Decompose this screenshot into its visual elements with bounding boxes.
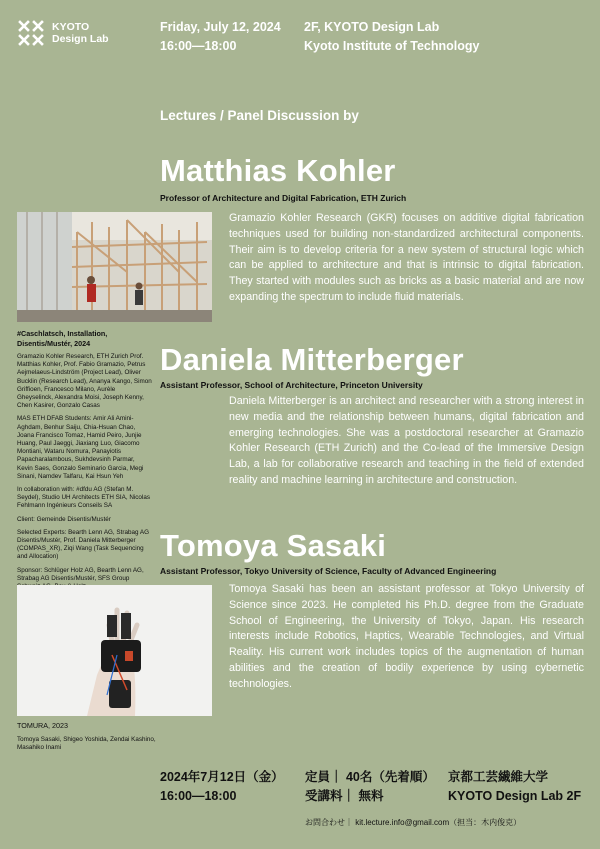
speaker-name-3: Tomoya Sasaki <box>160 528 387 563</box>
event-datetime <box>160 18 281 56</box>
intro-heading: Lectures / Panel Discussion by <box>160 108 359 123</box>
footer-admission <box>305 768 435 806</box>
speaker-name-2: Daniela Mitterberger <box>160 342 464 377</box>
event-date: Friday, July 12, 2024 <box>160 20 281 34</box>
caption-experts: Selected Experts: Bearth Lenn AG, Strabag AG Disentis/Mustér, Prof. Daniela Mitterberger (COMPAS_XR), Ziqi Wang (Task Sequencing and Allocation) <box>17 528 149 561</box>
footer-date: 2024年7月12日（金） <box>160 770 284 784</box>
kyoto-design-lab-logo-icon <box>18 20 44 46</box>
speaker-title-1: Professor of Architecture and Digital Fabrication, ETH Zurich <box>160 193 407 203</box>
speaker-bio-1: Gramazio Kohler Research (GKR) focuses on additive digital fabrication techniques used for building non-standardized architectural components. Their aim is to develop criteria for a new system of structural logic which can be applied to architecture and that is intrinsic to digital fabrication. They started with modules such as bricks as a basic material and are now expanding the spectrum to include fluid materials. <box>229 212 584 303</box>
speaker-title-2: Assistant Professor, School of Architecture, Princeton University <box>160 380 423 390</box>
caption-credits-students: MAS ETH DFAB Students: Amir Ali Amini-Aghdam, Benhur Saiju, Chia-Hsuan Chao, Joana Francisco Tomaz, Hamid Peiro, Junjie Huang, Paul Jaeggi, Jiaxiang Luo, Giacomo Montiani, Wataru Nomura, Panayiotis Papacharalambous, Sukhdevsinh Parmar, Kevin Saes, Gonzalo Seminario Garcia, Megi Sinani, Namdev Talfaru, Kai Hsun Yeh <box>17 415 144 480</box>
logo-text: KYOTO Design Lab <box>52 21 109 45</box>
caption-tomura-title: TOMURA, 2023 <box>17 721 68 730</box>
tomura-robot-hand-photo <box>17 585 212 716</box>
footer-fee: 受講料｜ 無料 <box>305 789 384 803</box>
speaker-name-1: Matthias Kohler <box>160 153 396 188</box>
footer-contact: お問合わせ｜ kit.lecture.info@gmail.com（担当：木内俊克） <box>305 818 522 827</box>
footer-datetime <box>160 768 284 806</box>
speaker-bio-3: Tomoya Sasaki has been an assistant professor at Tokyo University of Science since 2023. He completed his Ph.D. degree from the Graduate School of Engineering, the University of Tokyo, Japan. His research interests include Robotics, Haptics, Wearable Technologies, and Virtual Reality. His current work includes topics of the augmentation of human abilities and the creation of bodily experience by using cybernetic technologies. <box>229 583 584 690</box>
footer-location <box>448 768 581 806</box>
event-time: 16:00—18:00 <box>160 39 237 53</box>
caschlatsch-installation-photo <box>17 212 212 322</box>
event-venue: 2F, KYOTO Design Lab Kyoto Institute of Technology <box>304 20 480 53</box>
caption-tomura <box>17 721 177 757</box>
footer-time: 16:00—18:00 <box>160 789 237 803</box>
caption-installation-title: #Caschlatsch, Installation, Disentis/Mustér, 2024 <box>17 329 108 348</box>
caption-installation <box>17 329 152 596</box>
speaker-title-3: Assistant Professor, Tokyo University of Science, Faculty of Advanced Engineering <box>160 566 497 576</box>
speaker-bio-2: Daniela Mitterberger is an architect and researcher with a strong interest in new media and the relationship between humans, digital fabrication and emerging technologies. She was a postdoctoral researcher at Gramazio Kohler Research (ETH Zurich) and the Co-lead of the Immersive Design Lab, a lab for collaborative research and teaching in the field of extended reality and machine learning in architecture and construction. <box>229 395 584 486</box>
caption-credits-collab: In collaboration with: #dfdu AG (Stefan M. Seydel), Studio UH Architects ETH SIA, Nicolas Fehlmann Ingénieurs Conseils SA <box>17 486 150 510</box>
footer-university: 京都工芸繊維大学 <box>448 770 549 784</box>
footer-lab: KYOTO Design Lab 2F <box>448 789 582 803</box>
footer-capacity: 定員｜ 40名（先着順） <box>305 770 435 784</box>
caption-tomura-credits: Tomoya Sasaki, Shigeo Yoshida, Zendai Kashino, Masahiko Inami <box>17 735 156 751</box>
caption-client: Client: Gemeinde Disentis/Mustér <box>17 515 111 523</box>
caption-sponsor: Sponsor: Schlüger Holz AG, Bearth Lenn AG, Strabag AG Disentis/Mustér, SFS Group <box>17 566 144 582</box>
caption-credits-gkr: Gramazio Kohler Research, ETH Zurich Prof. Matthias Kohler, Prof. Fabio Gramazio, Petrus Aejmelaeus-Lindström (Project Lead), Oliver Bucklin (Research Lead), Ananya Kango, Simon Griffioen, Francesco Milano, Aurèle Gheyselinck, Alexandra Moisi, Joseph Kenny, Chen Kasirer, Gonzalo Casas <box>17 353 152 410</box>
